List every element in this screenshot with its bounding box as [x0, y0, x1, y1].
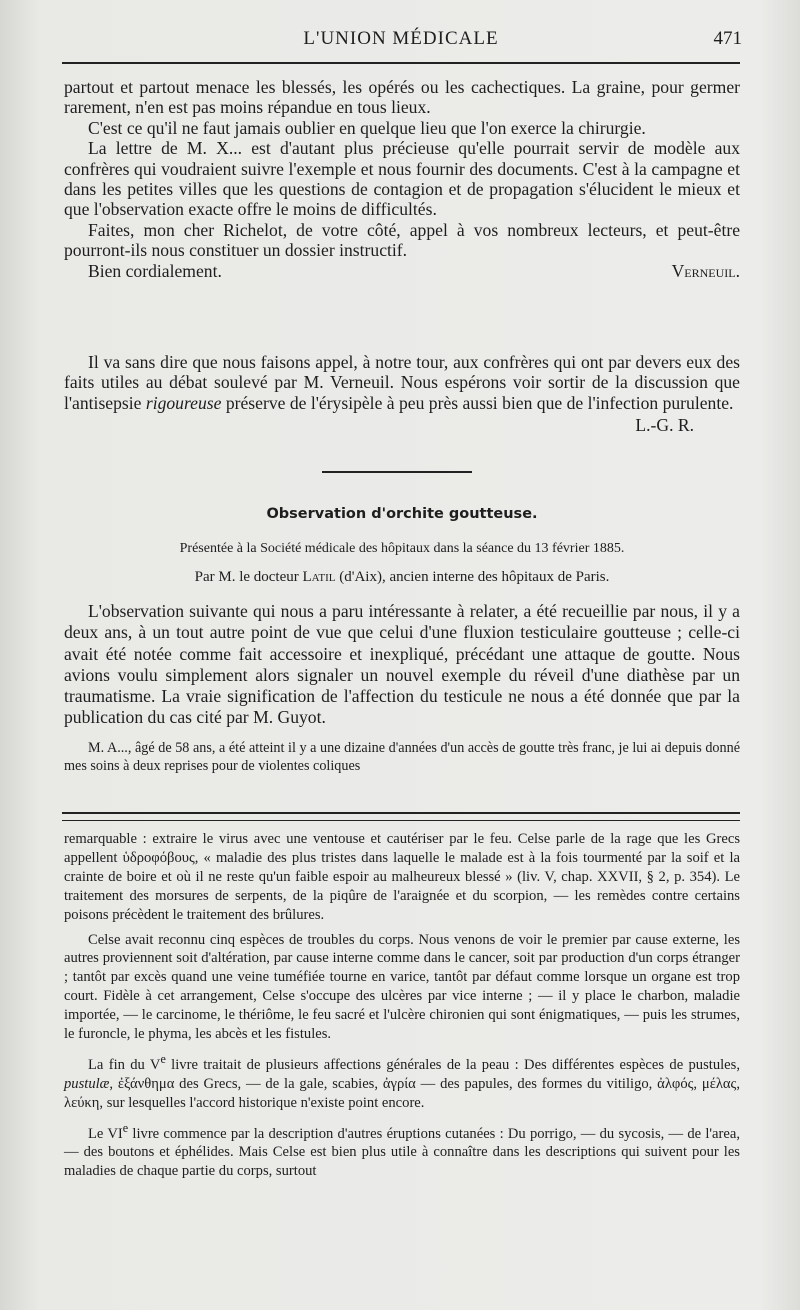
letter-paragraph: Faites, mon cher Richelot, de votre côté, appel à vos nombreux lecteurs, et peut-être pourront-ils nous constituer un dossier instructif. [64, 219, 740, 261]
feuilleton-paragraph: remarquable : extraire le virus avec une ventouse et cautériser par le feu. Celse parle de la rage que les Grecs appellent ὑδροφόβους, « maladie des plus tristes dans laquelle le malade est à la fois tourmenté par la soif et la crainte de boire et où il ne reste qu'un faible espoir au malheureux blessé » (liv. V, chap. XXVII, § 2, p. 354). Le traitement des morsures de serpents, de la piqûre de l'araignée et du scorpion, — les remèdes contre certains poisons précèdent le traitement des brûlures. [64, 831, 740, 923]
feuilleton-paragraph [64, 1050, 740, 1113]
feuilleton-divider [62, 812, 740, 821]
feuilleton-paragraph [64, 1119, 740, 1182]
author-suffix: (d'Aix), ancien interne des hôpitaux de Paris. [335, 569, 610, 585]
author-name: Latil [302, 569, 336, 585]
feuilleton-text-part: livre traitait de plusieurs affections générales de la peau : Des différentes espèces de pustules, [165, 1056, 740, 1073]
letter-closing: Bien cordialement. [88, 260, 222, 281]
editor-note-signature: L.-G. R. [635, 415, 694, 436]
observation-case: M. A..., âgé de 58 ans, a été atteint il y a une dizaine d'années d'un accès de goutte très franc, je lui ai depuis donné mes soins à deux reprises pour de violentes coliques [64, 739, 740, 775]
running-header [60, 28, 742, 58]
article-title: Observation d'orchite goutteuse. [266, 506, 538, 522]
editor-note-text-part: Il va sans dire que nous faisons appel, à notre tour, aux confrères qui ont par devers eux des faits utiles au débat soulevé par M. Verneuil. Nous espérons voir sortir de la discussion que l'antisepsie [64, 352, 740, 413]
letter-section [64, 77, 740, 281]
feuilleton-emphasis: pustulæ [64, 1075, 110, 1092]
feuilleton-superscript: e [160, 1051, 166, 1066]
journal-title: L'UNION MÉDICALE [303, 28, 499, 49]
editor-note-text-part: préserve de l'érysipèle à peu près aussi bien que de l'infection purulente. [221, 392, 734, 413]
letter-signature: Verneuil. [671, 260, 740, 281]
letter-paragraph: partout et partout menace les blessés, les opérés ou les cachectiques. La graine, pour germer rarement, n'en est pas moins répandue en tous lieux. [64, 77, 740, 118]
feuilleton-section [64, 830, 740, 1181]
header-rule [62, 62, 740, 64]
editor-note-emphasis: rigoureuse [145, 392, 222, 413]
article-author [64, 569, 740, 586]
feuilleton-text-part: , ἐξάνθημα des Grecs, — de la gale, scabies, ἀγρία — des papules, des formes du vitiligo, ἀλφός, μέλας, λεύκη, sur lesquelles l'accord historique n'existe point encore. [64, 1075, 740, 1111]
feuilleton-superscript: e [122, 1120, 129, 1135]
article-presentation: Présentée à la Société médicale des hôpitaux dans la séance du 13 février 1885. [179, 541, 625, 556]
editor-note-text [64, 352, 740, 413]
feuilleton-text-part: Le VI [88, 1125, 123, 1142]
page-number: 471 [713, 28, 742, 49]
observation-intro: L'observation suivante qui nous a paru intéressante à relater, a été recueillie par nous, il y a deux ans, à un tout autre point de vue que celui d'une fluxion testiculaire goutteuse ; celle-ci avait été notée comme fait accessoire et inexpliqué, précédant une attaque de goutte. Nous avions voulu simplement alors signaler un nouvel exemple du réveil d'une diathèse par un traumatisme. La vraie signification de l'affection du testicule ne nous a été donnée que par la publication du cas cité par M. Guyot. [64, 601, 740, 728]
feuilleton-text-part: livre commence par la description d'autres éruptions cutanées : Du porrigo, — du sycosis, — de l'area, — des boutons et éphélides. Mais Celse est bien plus utile à connaître dans les descriptions qui suivent pour les maladies de chaque partie du corps, surtout [64, 1125, 740, 1180]
section-divider [322, 471, 472, 473]
editor-note [64, 352, 740, 436]
feuilleton-text-part: La fin du V [88, 1056, 161, 1073]
observation-body [64, 601, 740, 776]
author-prefix: Par M. le docteur [194, 569, 303, 585]
letter-paragraph: C'est ce qu'il ne faut jamais oublier en quelque lieu que l'on exerce la chirurgie. [88, 117, 646, 138]
letter-closing-line [64, 261, 740, 281]
letter-paragraph: La lettre de M. X... est d'autant plus précieuse qu'elle pourrait servir de modèle aux confrères qui voudraient suivre l'exemple et nous fournir des documents. C'est à la campagne et dans les petites villes que les questions de contagion et de propagation s'élucident le mieux et que l'observation exacte offre le moins de difficultés. [64, 138, 740, 220]
feuilleton-paragraph: Celse avait reconnu cinq espèces de troubles du corps. Nous venons de voir le premier par cause externe, les autres proviennent soit d'altération, par cause interne comme dans le cancer, soit par production d'un corps étranger ; tantôt par excès quand une veine tuméfiée tourne en varice, tantôt par défaut comme lorsque un organe est trop court. Fidèle à cet arrangement, Celse s'occupe des ulcères par vice interne ; — il y place le charbon, maladie importée, — le carcinome, le thériôme, le feu sacré et l'ulcère chironien qui sont énigmatiques, — puis les strumes, le furoncle, le phyma, les abcès et les fistules. [64, 931, 740, 1043]
